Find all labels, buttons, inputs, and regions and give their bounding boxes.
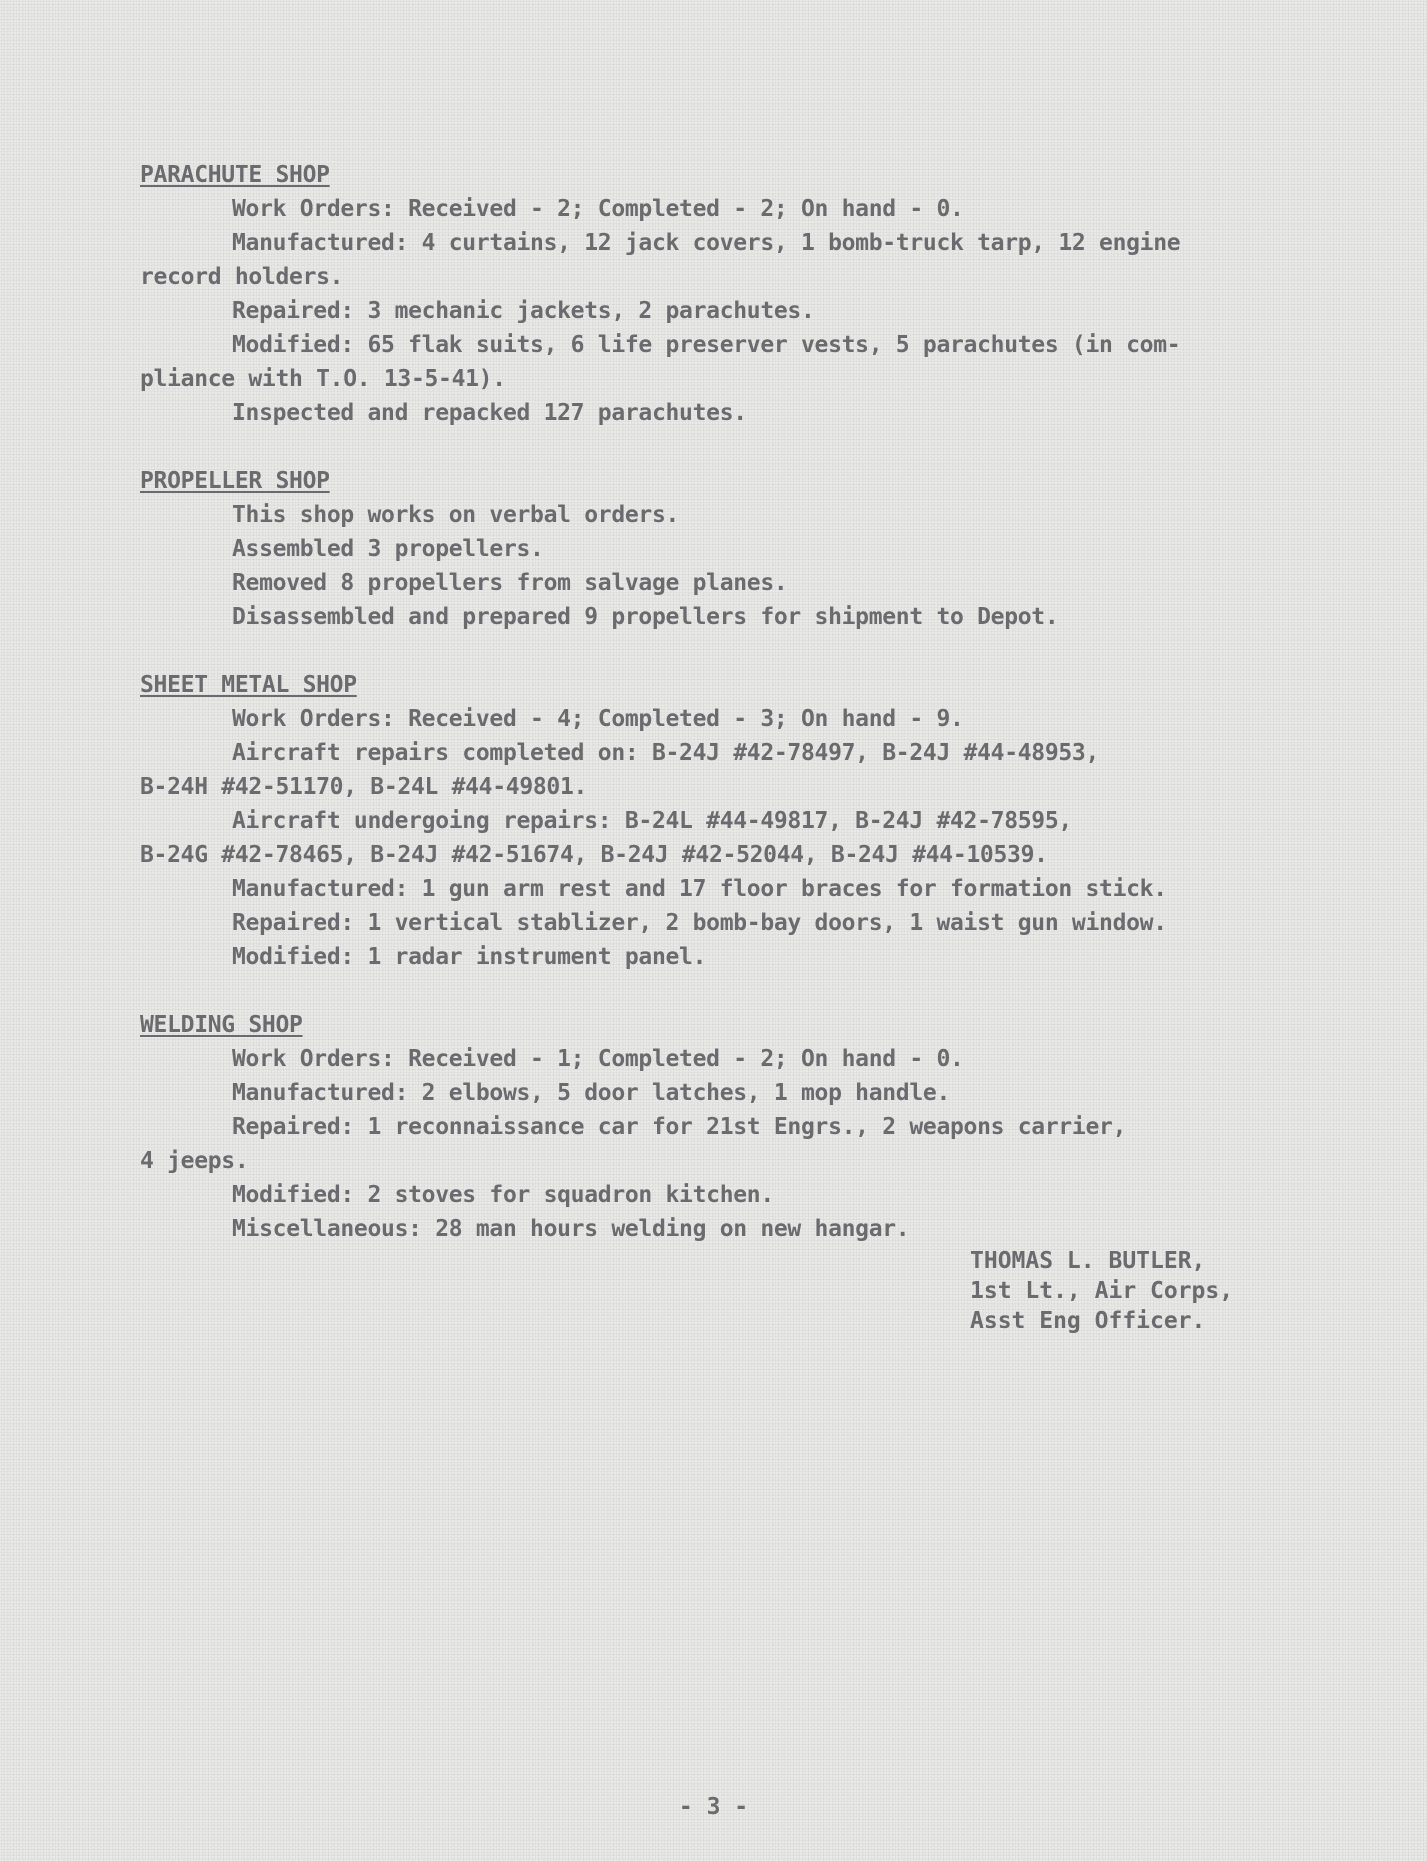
text-line: Disassembled and prepared 9 propellers for shipment to Depot. [232,604,1059,630]
text-line: Inspected and repacked 127 parachutes. [232,400,747,426]
text-line: B-24G #42-78465, B-24J #42-51674, B-24J #42-52044, B-24J #44-10539. [140,842,1048,868]
text-line: 4 jeeps. [140,1148,249,1174]
section-heading: SHEET METAL SHOP [140,672,357,698]
section-parachute-shop [140,158,1300,430]
section-heading: PROPELLER SHOP [140,468,330,494]
signatory-title: Asst Eng Officer. [970,1308,1206,1334]
signatory-rank: 1st Lt., Air Corps, [970,1278,1234,1304]
text-line: Manufactured: 4 curtains, 12 jack covers, 1 bomb-truck tarp, 12 engine [232,230,1181,256]
page-number: - 3 - [678,1794,749,1820]
text-line: Work Orders: Received - 4; Completed - 3; On hand - 9. [232,706,964,732]
text-line: Modified: 65 flak suits, 6 life preserver vests, 5 parachutes (in com- [232,332,1181,358]
signature-block [970,1246,1233,1336]
signatory-name: THOMAS L. BUTLER, [970,1248,1206,1274]
section-heading: PARACHUTE SHOP [140,162,330,188]
text-line: Manufactured: 2 elbows, 5 door latches, 1 mop handle. [232,1080,951,1106]
section-propeller-shop [140,464,1300,634]
text-line: Repaired: 1 reconnaissance car for 21st Engrs., 2 weapons carrier, [232,1114,1127,1140]
text-line: Modified: 1 radar instrument panel. [232,944,707,970]
document-body [140,158,1300,1280]
section-sheet-metal-shop [140,668,1300,974]
text-line: Work Orders: Received - 1; Completed - 2; On hand - 0. [232,1046,964,1072]
text-line: This shop works on verbal orders. [232,502,680,528]
text-line: Removed 8 propellers from salvage planes. [232,570,788,596]
text-line: Aircraft repairs completed on: B-24J #42-78497, B-24J #44-48953, [232,740,1100,766]
text-line: Aircraft undergoing repairs: B-24L #44-49817, B-24J #42-78595, [232,808,1072,834]
section-heading: WELDING SHOP [140,1012,303,1038]
text-line: Miscellaneous: 28 man hours welding on new hangar. [232,1216,910,1242]
text-line: Assembled 3 propellers. [232,536,544,562]
text-line: Repaired: 1 vertical stablizer, 2 bomb-bay doors, 1 waist gun window. [232,910,1167,936]
text-line: Manufactured: 1 gun arm rest and 17 floor braces for formation stick. [232,876,1167,902]
text-line: pliance with T.O. 13-5-41). [140,366,506,392]
text-line: Modified: 2 stoves for squadron kitchen. [232,1182,774,1208]
section-welding-shop [140,1008,1300,1246]
text-line: record holders. [140,264,344,290]
text-line: Work Orders: Received - 2; Completed - 2; On hand - 0. [232,196,964,222]
text-line: B-24H #42-51170, B-24L #44-49801. [140,774,588,800]
text-line: Repaired: 3 mechanic jackets, 2 parachutes. [232,298,815,324]
